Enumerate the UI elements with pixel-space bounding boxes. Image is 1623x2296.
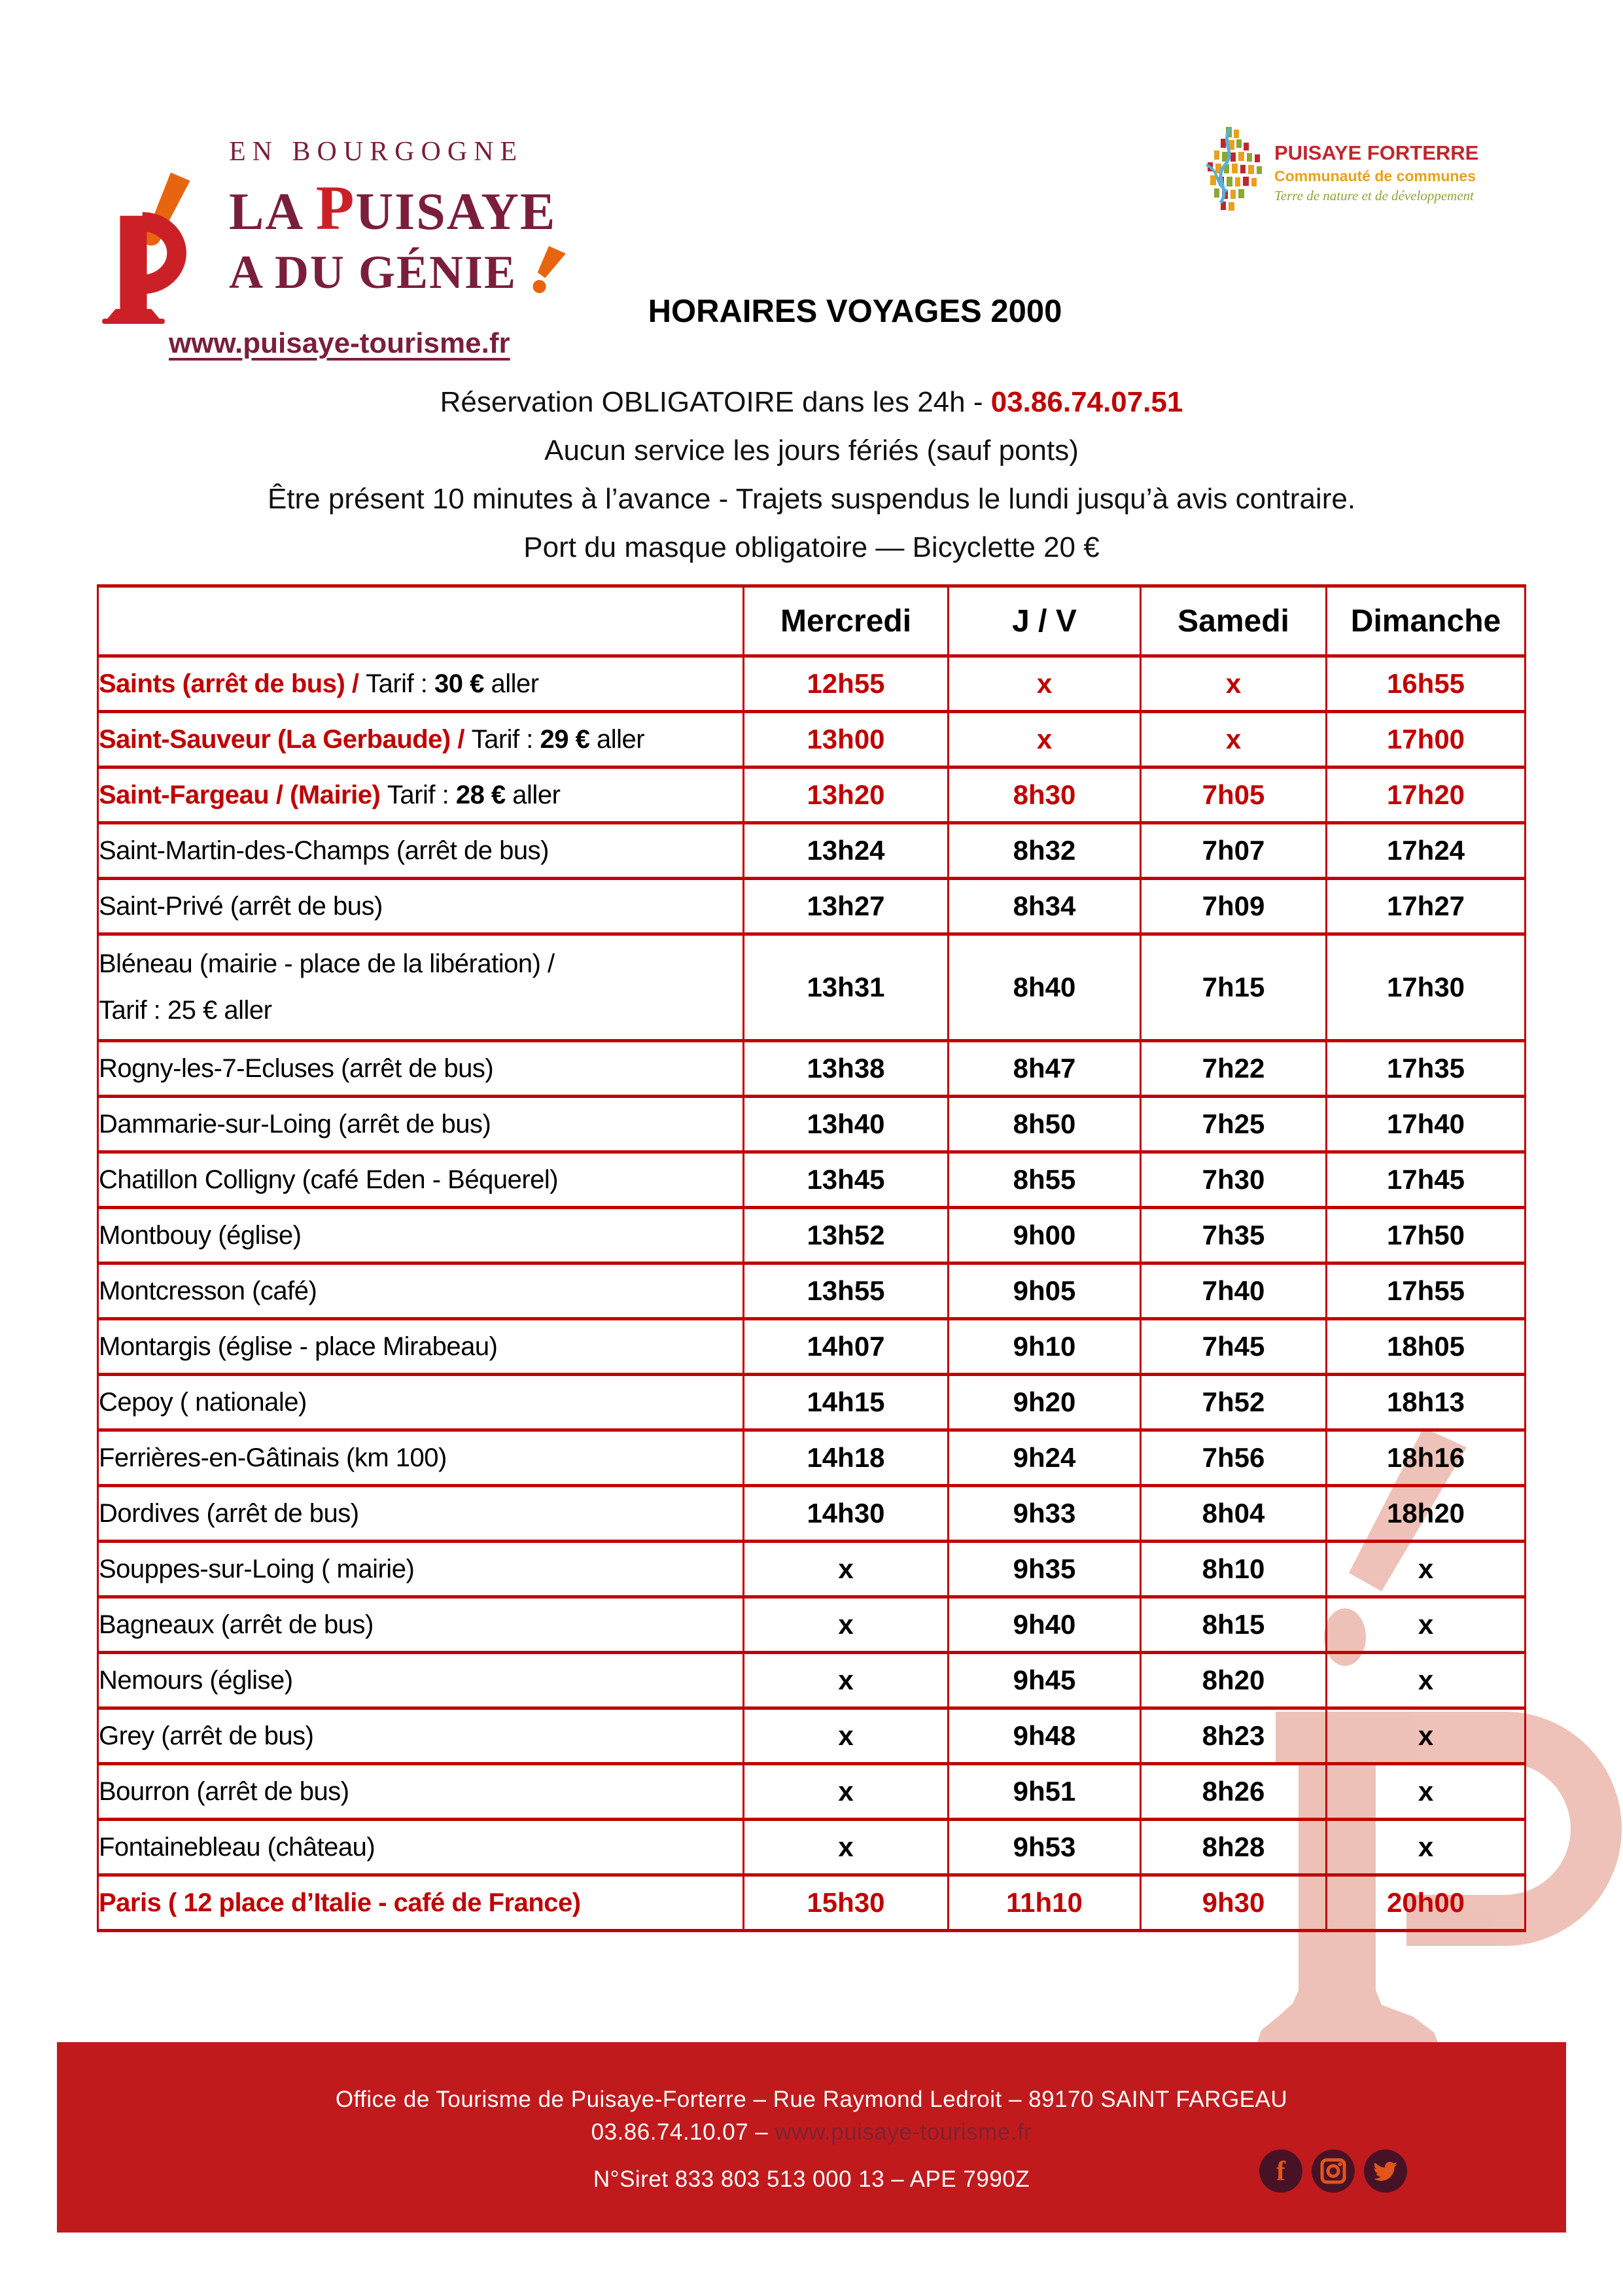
header-row xyxy=(98,586,1526,656)
stop-cell: Saints (arrêt de bus) / Tarif : 30 € aller xyxy=(98,656,744,712)
time-cell: 9h20 xyxy=(949,1375,1141,1430)
time-cell: 7h52 xyxy=(1141,1375,1327,1430)
time-cell: 13h52 xyxy=(744,1208,949,1263)
time-cell: 9h05 xyxy=(949,1263,1141,1319)
table-row xyxy=(98,1653,1526,1708)
table-row xyxy=(98,768,1526,823)
col-header-mercredi: Mercredi xyxy=(744,586,949,656)
time-cell: 9h45 xyxy=(949,1653,1141,1708)
time-cell: 9h40 xyxy=(949,1597,1141,1653)
pf-tagline: Terre de nature et de développement xyxy=(1274,188,1474,203)
time-cell: x xyxy=(744,1764,949,1820)
time-cell: 17h45 xyxy=(1327,1152,1526,1208)
table-row xyxy=(98,656,1526,712)
stop-cell: Souppes-sur-Loing ( mairie) xyxy=(98,1542,744,1597)
stop-cell: Grey (arrêt de bus) xyxy=(98,1708,744,1764)
table-row xyxy=(98,1319,1526,1375)
time-cell: 8h10 xyxy=(1141,1542,1327,1597)
time-cell: 12h55 xyxy=(744,656,949,712)
time-cell: 8h55 xyxy=(949,1152,1141,1208)
instagram-icon[interactable] xyxy=(1312,2149,1355,2193)
timetable-body xyxy=(98,656,1526,1931)
time-cell: x xyxy=(1327,1708,1526,1764)
timetable xyxy=(97,584,1526,1932)
table-row xyxy=(98,1820,1526,1875)
table-row xyxy=(98,1597,1526,1653)
table-row xyxy=(98,879,1526,934)
time-cell: 14h15 xyxy=(744,1375,949,1430)
time-cell: 9h24 xyxy=(949,1430,1141,1486)
time-cell: 7h25 xyxy=(1141,1097,1327,1152)
stop-cell: Paris ( 12 place d’Italie - café de France) xyxy=(98,1875,744,1931)
time-cell: 7h05 xyxy=(1141,768,1327,823)
time-cell: x xyxy=(1327,1820,1526,1875)
time-cell: 8h34 xyxy=(949,879,1141,934)
time-cell: x xyxy=(1141,656,1327,712)
time-cell: 7h15 xyxy=(1141,934,1327,1041)
time-cell: 17h27 xyxy=(1327,879,1526,934)
table-row xyxy=(98,1542,1526,1597)
table-row xyxy=(98,1208,1526,1263)
stop-cell: Dammarie-sur-Loing (arrêt de bus) xyxy=(98,1097,744,1152)
stop-cell: Fontainebleau (château) xyxy=(98,1820,744,1875)
reservation-phone: 03.86.74.07.51 xyxy=(990,386,1183,418)
time-cell: 17h20 xyxy=(1327,768,1526,823)
time-cell: 9h51 xyxy=(949,1764,1141,1820)
time-cell: 9h10 xyxy=(949,1319,1141,1375)
footer-band xyxy=(57,2042,1566,2233)
time-cell: 8h28 xyxy=(1141,1820,1327,1875)
time-cell: x xyxy=(744,1542,949,1597)
time-cell: 7h07 xyxy=(1141,823,1327,879)
stop-cell: Saint-Fargeau / (Mairie) Tarif : 28 € aller xyxy=(98,768,744,823)
time-cell: x xyxy=(949,712,1141,768)
time-cell: 13h38 xyxy=(744,1041,949,1097)
footer-url[interactable]: www.puisaye-tourisme.fr xyxy=(775,2119,1032,2145)
stop-cell: Bléneau (mairie - place de la libération) / Tarif : 25 € aller xyxy=(98,934,744,1041)
stop-cell: Saint-Martin-des-Champs (arrêt de bus) xyxy=(98,823,744,879)
table-row xyxy=(98,1263,1526,1319)
time-cell: 8h32 xyxy=(949,823,1141,879)
time-cell: 7h35 xyxy=(1141,1208,1327,1263)
pf-title: PUISAYE FORTERRE xyxy=(1274,141,1479,164)
facebook-icon[interactable]: f xyxy=(1259,2149,1302,2193)
stop-cell: Montbouy (église) xyxy=(98,1208,744,1263)
time-cell: 8h20 xyxy=(1141,1653,1327,1708)
time-cell: 17h50 xyxy=(1327,1208,1526,1263)
stop-cell: Bagneaux (arrêt de bus) xyxy=(98,1597,744,1653)
notice-mask: Port du masque obligatoire — Bicyclette 20 € xyxy=(523,531,1100,563)
time-cell: 8h26 xyxy=(1141,1764,1327,1820)
table-row xyxy=(98,1097,1526,1152)
time-cell: 17h24 xyxy=(1327,823,1526,879)
time-cell: x xyxy=(744,1597,949,1653)
col-header-samedi: Samedi xyxy=(1141,586,1327,656)
stop-cell: Saint-Sauveur (La Gerbaude) / Tarif : 29 € aller xyxy=(98,712,744,768)
stop-cell: Bourron (arrêt de bus) xyxy=(98,1764,744,1820)
stop-cell: Cepoy ( nationale) xyxy=(98,1375,744,1430)
logo-line-la-puisaye: LA PUISAYE xyxy=(229,173,557,243)
time-cell: 14h30 xyxy=(744,1486,949,1542)
time-cell: 9h53 xyxy=(949,1820,1141,1875)
time-cell: 13h55 xyxy=(744,1263,949,1319)
time-cell: 18h20 xyxy=(1327,1486,1526,1542)
time-cell: 9h33 xyxy=(949,1486,1141,1542)
pf-subtitle: Communauté de communes xyxy=(1274,168,1476,185)
time-cell: 20h00 xyxy=(1327,1875,1526,1931)
time-cell: 11h10 xyxy=(949,1875,1141,1931)
time-cell: x xyxy=(1327,1542,1526,1597)
time-cell: 13h45 xyxy=(744,1152,949,1208)
time-cell: 9h35 xyxy=(949,1542,1141,1597)
page-title: HORAIRES VOYAGES 2000 xyxy=(648,294,1062,329)
time-cell: 8h15 xyxy=(1141,1597,1327,1653)
time-cell: 13h31 xyxy=(744,934,949,1041)
col-header-dimanche: Dimanche xyxy=(1327,586,1526,656)
stop-cell: Montargis (église - place Mirabeau) xyxy=(98,1319,744,1375)
time-cell: 8h23 xyxy=(1141,1708,1327,1764)
time-cell: 17h40 xyxy=(1327,1097,1526,1152)
time-cell: 17h55 xyxy=(1327,1263,1526,1319)
stop-cell: Nemours (église) xyxy=(98,1653,744,1708)
time-cell: 9h30 xyxy=(1141,1875,1327,1931)
time-cell: 13h24 xyxy=(744,823,949,879)
col-header-stop xyxy=(98,586,744,656)
time-cell: 14h07 xyxy=(744,1319,949,1375)
time-cell: 14h18 xyxy=(744,1430,949,1486)
footer-contact: 03.86.74.10.07 – www.puisaye-tourisme.fr xyxy=(591,2119,1032,2145)
time-cell: 8h50 xyxy=(949,1097,1141,1152)
time-cell: x xyxy=(1327,1653,1526,1708)
table-row xyxy=(98,1430,1526,1486)
time-cell: 7h56 xyxy=(1141,1430,1327,1486)
table-row xyxy=(98,1764,1526,1820)
puisaye-tourisme-url[interactable]: www.puisaye-tourisme.fr xyxy=(169,327,510,359)
time-cell: 17h30 xyxy=(1327,934,1526,1041)
table-row xyxy=(98,934,1526,1041)
notice-reservation: Réservation OBLIGATOIRE dans les 24h - 03.86.74.07.51 xyxy=(440,386,1183,418)
time-cell: 7h09 xyxy=(1141,879,1327,934)
time-cell: 9h00 xyxy=(949,1208,1141,1263)
notice-presence: Être présent 10 minutes à l’avance - Trajets suspendus le lundi jusqu’à avis contraire. xyxy=(267,483,1356,515)
time-cell: 17h00 xyxy=(1327,712,1526,768)
col-header-jv: J / V xyxy=(949,586,1141,656)
notice-no-service: Aucun service les jours fériés (sauf ponts) xyxy=(544,434,1079,467)
time-cell: 17h35 xyxy=(1327,1041,1526,1097)
table-row xyxy=(98,1875,1526,1931)
time-cell: 13h40 xyxy=(744,1097,949,1152)
table-row xyxy=(98,712,1526,768)
twitter-icon[interactable] xyxy=(1364,2149,1407,2193)
time-cell: 7h40 xyxy=(1141,1263,1327,1319)
time-cell: x xyxy=(949,656,1141,712)
table-row xyxy=(98,1486,1526,1542)
time-cell: x xyxy=(744,1820,949,1875)
time-cell: 9h48 xyxy=(949,1708,1141,1764)
time-cell: 18h16 xyxy=(1327,1430,1526,1486)
time-cell: 13h00 xyxy=(744,712,949,768)
logo-line-a-du-genie: A DU GÉNIE xyxy=(229,245,568,300)
table-row xyxy=(98,1152,1526,1208)
time-cell: x xyxy=(1327,1764,1526,1820)
time-cell: 8h30 xyxy=(949,768,1141,823)
time-cell: 18h13 xyxy=(1327,1375,1526,1430)
time-cell: 7h45 xyxy=(1141,1319,1327,1375)
time-cell: 15h30 xyxy=(744,1875,949,1931)
time-cell: 13h20 xyxy=(744,768,949,823)
table-row xyxy=(98,823,1526,879)
social-links xyxy=(1259,2149,1407,2193)
time-cell: x xyxy=(744,1708,949,1764)
logo-line-en-bourgogne: EN BOURGOGNE xyxy=(229,137,524,167)
stop-cell: Chatillon Colligny (café Eden - Béquerel) xyxy=(98,1152,744,1208)
time-cell: 8h40 xyxy=(949,934,1141,1041)
time-cell: 8h47 xyxy=(949,1041,1141,1097)
footer-address: Office de Tourisme de Puisaye-Forterre – Rue Raymond Ledroit – 89170 SAINT FARGEAU xyxy=(335,2087,1288,2112)
time-cell: 7h30 xyxy=(1141,1152,1327,1208)
time-cell: 16h55 xyxy=(1327,656,1526,712)
time-cell: x xyxy=(744,1653,949,1708)
table-row xyxy=(98,1708,1526,1764)
stop-cell: Rogny-les-7-Ecluses (arrêt de bus) xyxy=(98,1041,744,1097)
stop-cell: Dordives (arrêt de bus) xyxy=(98,1486,744,1542)
time-cell: 13h27 xyxy=(744,879,949,934)
time-cell: x xyxy=(1327,1597,1526,1653)
time-cell: 18h05 xyxy=(1327,1319,1526,1375)
stop-cell: Montcresson (café) xyxy=(98,1263,744,1319)
logo-red-p: P xyxy=(315,173,356,243)
table-row xyxy=(98,1375,1526,1430)
stop-cell: Saint-Privé (arrêt de bus) xyxy=(98,879,744,934)
table-row xyxy=(98,1041,1526,1097)
time-cell: 8h04 xyxy=(1141,1486,1327,1542)
footer-siret: N°Siret 833 803 513 000 13 – APE 7990Z xyxy=(593,2166,1030,2192)
stop-cell: Ferrières-en-Gâtinais (km 100) xyxy=(98,1430,744,1486)
time-cell: 7h22 xyxy=(1141,1041,1327,1097)
time-cell: x xyxy=(1141,712,1327,768)
